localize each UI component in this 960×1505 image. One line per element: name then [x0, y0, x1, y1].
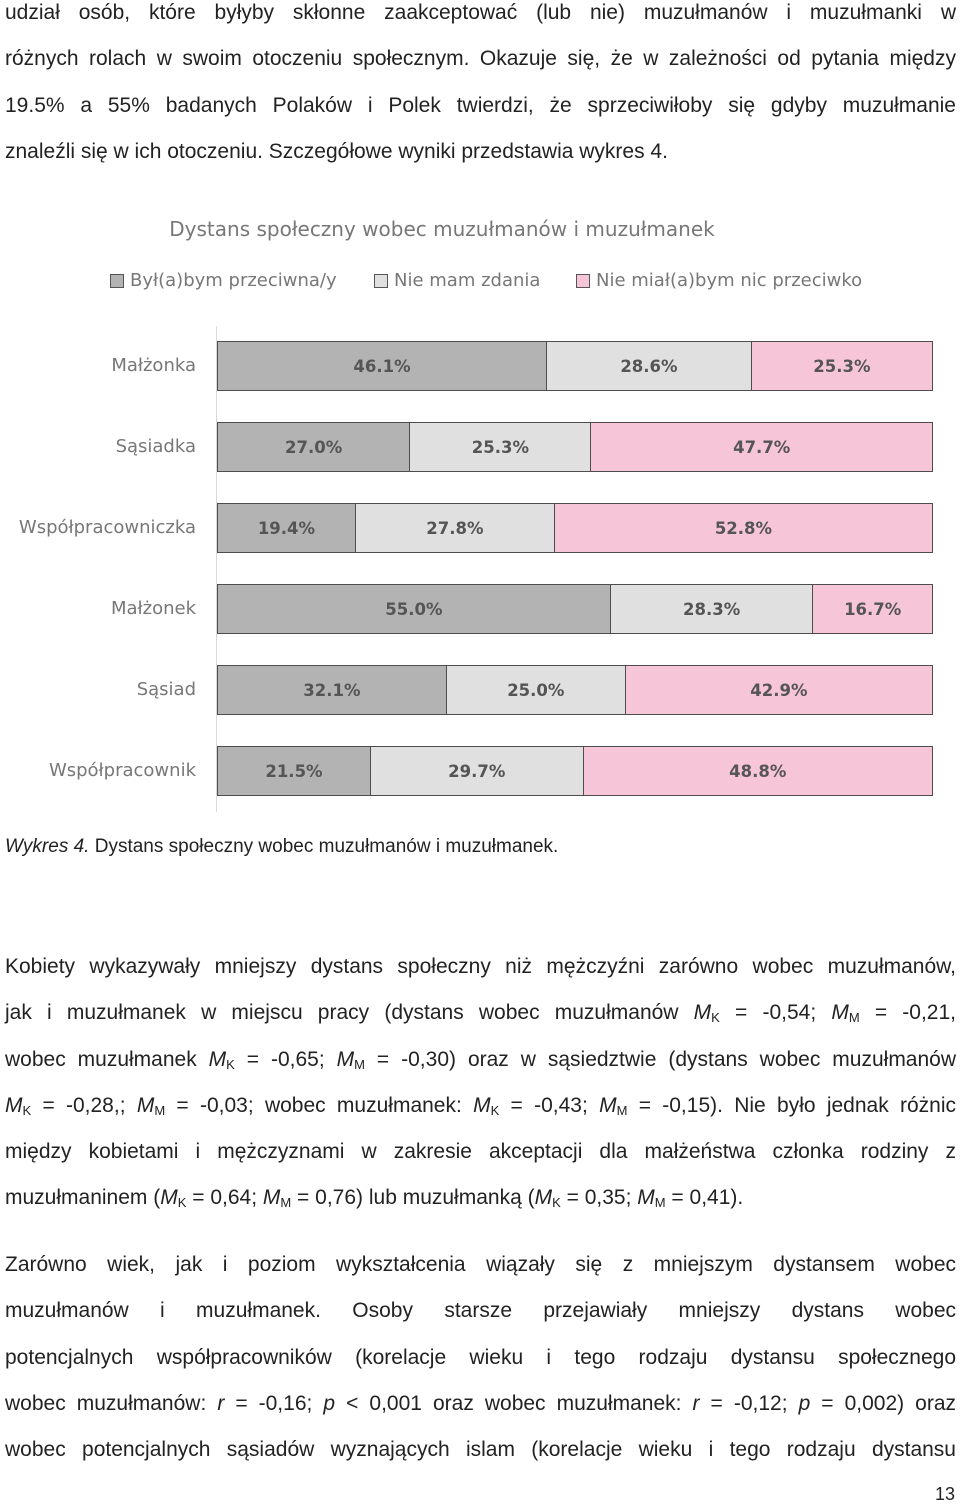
text-line: wobec potencjalnych sąsiadów wyznających islam (korelacje wieku i tego rodzaju dystansu — [5, 1438, 956, 1462]
text-line: Kobiety wykazywały mniejszy dystans społeczny niż mężczyźni zarówno wobec muzułmanów, — [5, 955, 956, 978]
correlation-paragraph — [5, 1242, 956, 1473]
bar-segment: 55.0% — [217, 584, 611, 634]
text-line: między kobietami i mężczyznami w zakresie akceptacji dla małżeństwa członka rodziny z — [5, 1140, 956, 1164]
legend-swatch — [374, 274, 388, 288]
bar-segment: 27.8% — [356, 503, 555, 553]
category-label: Współpracowniczka — [18, 517, 196, 538]
caption-label: Wykres 4. — [5, 836, 90, 857]
chart-title: Dystans społeczny wobec muzułmanów i muzułmanek — [169, 217, 715, 241]
intro-paragraph — [5, 0, 956, 175]
text-line: znaleźli się w ich otoczeniu. Szczegółowe wyniki przedstawia wykres 4. — [5, 139, 668, 163]
page-number: 13 — [934, 1484, 955, 1504]
bar-row — [217, 746, 933, 796]
category-axis-line — [216, 326, 217, 812]
legend-label: Był(a)bym przeciwna/y — [130, 270, 337, 291]
stacked-bar-chart — [0, 210, 960, 820]
bar-segment: 21.5% — [217, 746, 371, 796]
bar-segment: 25.3% — [410, 422, 591, 472]
category-label: Małżonka — [111, 355, 196, 376]
bar-segment: 27.0% — [217, 422, 410, 472]
legend-swatch — [110, 274, 124, 288]
bar-segment: 16.7% — [813, 584, 933, 634]
bar-segment: 52.8% — [555, 503, 933, 553]
category-label: Sąsiad — [136, 679, 196, 700]
caption-text: Dystans społeczny wobec muzułmanów i muzułmanek. — [89, 836, 559, 857]
legend-swatch — [576, 274, 590, 288]
legend-item-no-opinion — [374, 270, 540, 291]
bar-segment: 48.8% — [584, 746, 933, 796]
text-line: wobec muzułmanek $M_K = -0,65$; $M_M = -0,30$) oraz w sąsiedztwie (dystans wobec muzułmanów — [5, 1047, 957, 1072]
category-label: Sąsiadka — [115, 436, 196, 457]
bar-row — [217, 341, 933, 391]
bar-segment: 47.7% — [591, 422, 933, 472]
category-label: Małżonek — [110, 598, 196, 619]
bar-segment: 28.6% — [547, 341, 752, 391]
bar-segment: 29.7% — [371, 746, 584, 796]
bar-segment: 25.0% — [447, 665, 626, 715]
text-line: 19.5% a 55% badanych Polaków i Polek twierdzi, że sprzeciwiłoby się gdyby muzułmanie — [5, 93, 956, 117]
legend-item-opposed — [110, 270, 337, 291]
text-line: muzułmanów i muzułmanek. Osoby starsze przejawiały mniejszy dystans wobec — [5, 1299, 956, 1323]
bar-segment: 32.1% — [217, 665, 447, 715]
text-line: wobec muzułmanów: r = -0,16; p < 0,001 oraz wobec muzułmanek: r = -0,12; p = 0,002) oraz — [5, 1391, 957, 1415]
text-line: potencjalnych współpracowników (korelacje wieku i tego rodzaju dystansu społecznego — [5, 1345, 956, 1369]
bar-row — [217, 584, 933, 634]
text-line: $M_K = -0,28$,; $M_M = -0,03$; wobec muzułmanek: $M_K = -0,43$; $M_M = -0,15$). Nie było jednak różnic — [5, 1093, 956, 1118]
category-label: Współpracownik — [48, 760, 196, 781]
legend-label: Nie mam zdania — [394, 270, 541, 291]
text-line: Zarówno wiek, jak i poziom wykształcenia wiązały się z mniejszym dystansem wobec — [5, 1253, 956, 1276]
figure-caption — [5, 836, 558, 858]
bar-row — [217, 422, 933, 472]
legend-label: Nie miał(a)bym nic przeciwko — [596, 270, 863, 291]
bar-segment: 46.1% — [217, 341, 547, 391]
bar-segment: 42.9% — [626, 665, 933, 715]
bar-segment: 28.3% — [611, 584, 814, 634]
bar-segment: 25.3% — [752, 341, 933, 391]
bar-segment: 19.4% — [217, 503, 356, 553]
bar-row — [217, 665, 933, 715]
text-line: jak i muzułmanek w miejscu pracy (dystans wobec muzułmanów $M_K = -0,54$; $M_M = -0,21$, — [5, 1001, 956, 1026]
text-line: muzułmaninem ($M_K = 0,64$; $M_M = 0,76$) lub muzułmanką ($M_K = 0,35$; $M_M = 0,41$). — [5, 1186, 744, 1211]
bar-row — [217, 503, 933, 553]
legend-item-no-objection — [576, 270, 862, 291]
results-paragraph — [5, 944, 956, 1222]
text-line: udział osób, które byłyby skłonne zaakceptować (lub nie) muzułmanów i muzułmanki w — [5, 1, 956, 24]
text-line: różnych rolach w swoim otoczeniu społecznym. Okazuje się, że w zależności od pytania między — [5, 47, 956, 71]
